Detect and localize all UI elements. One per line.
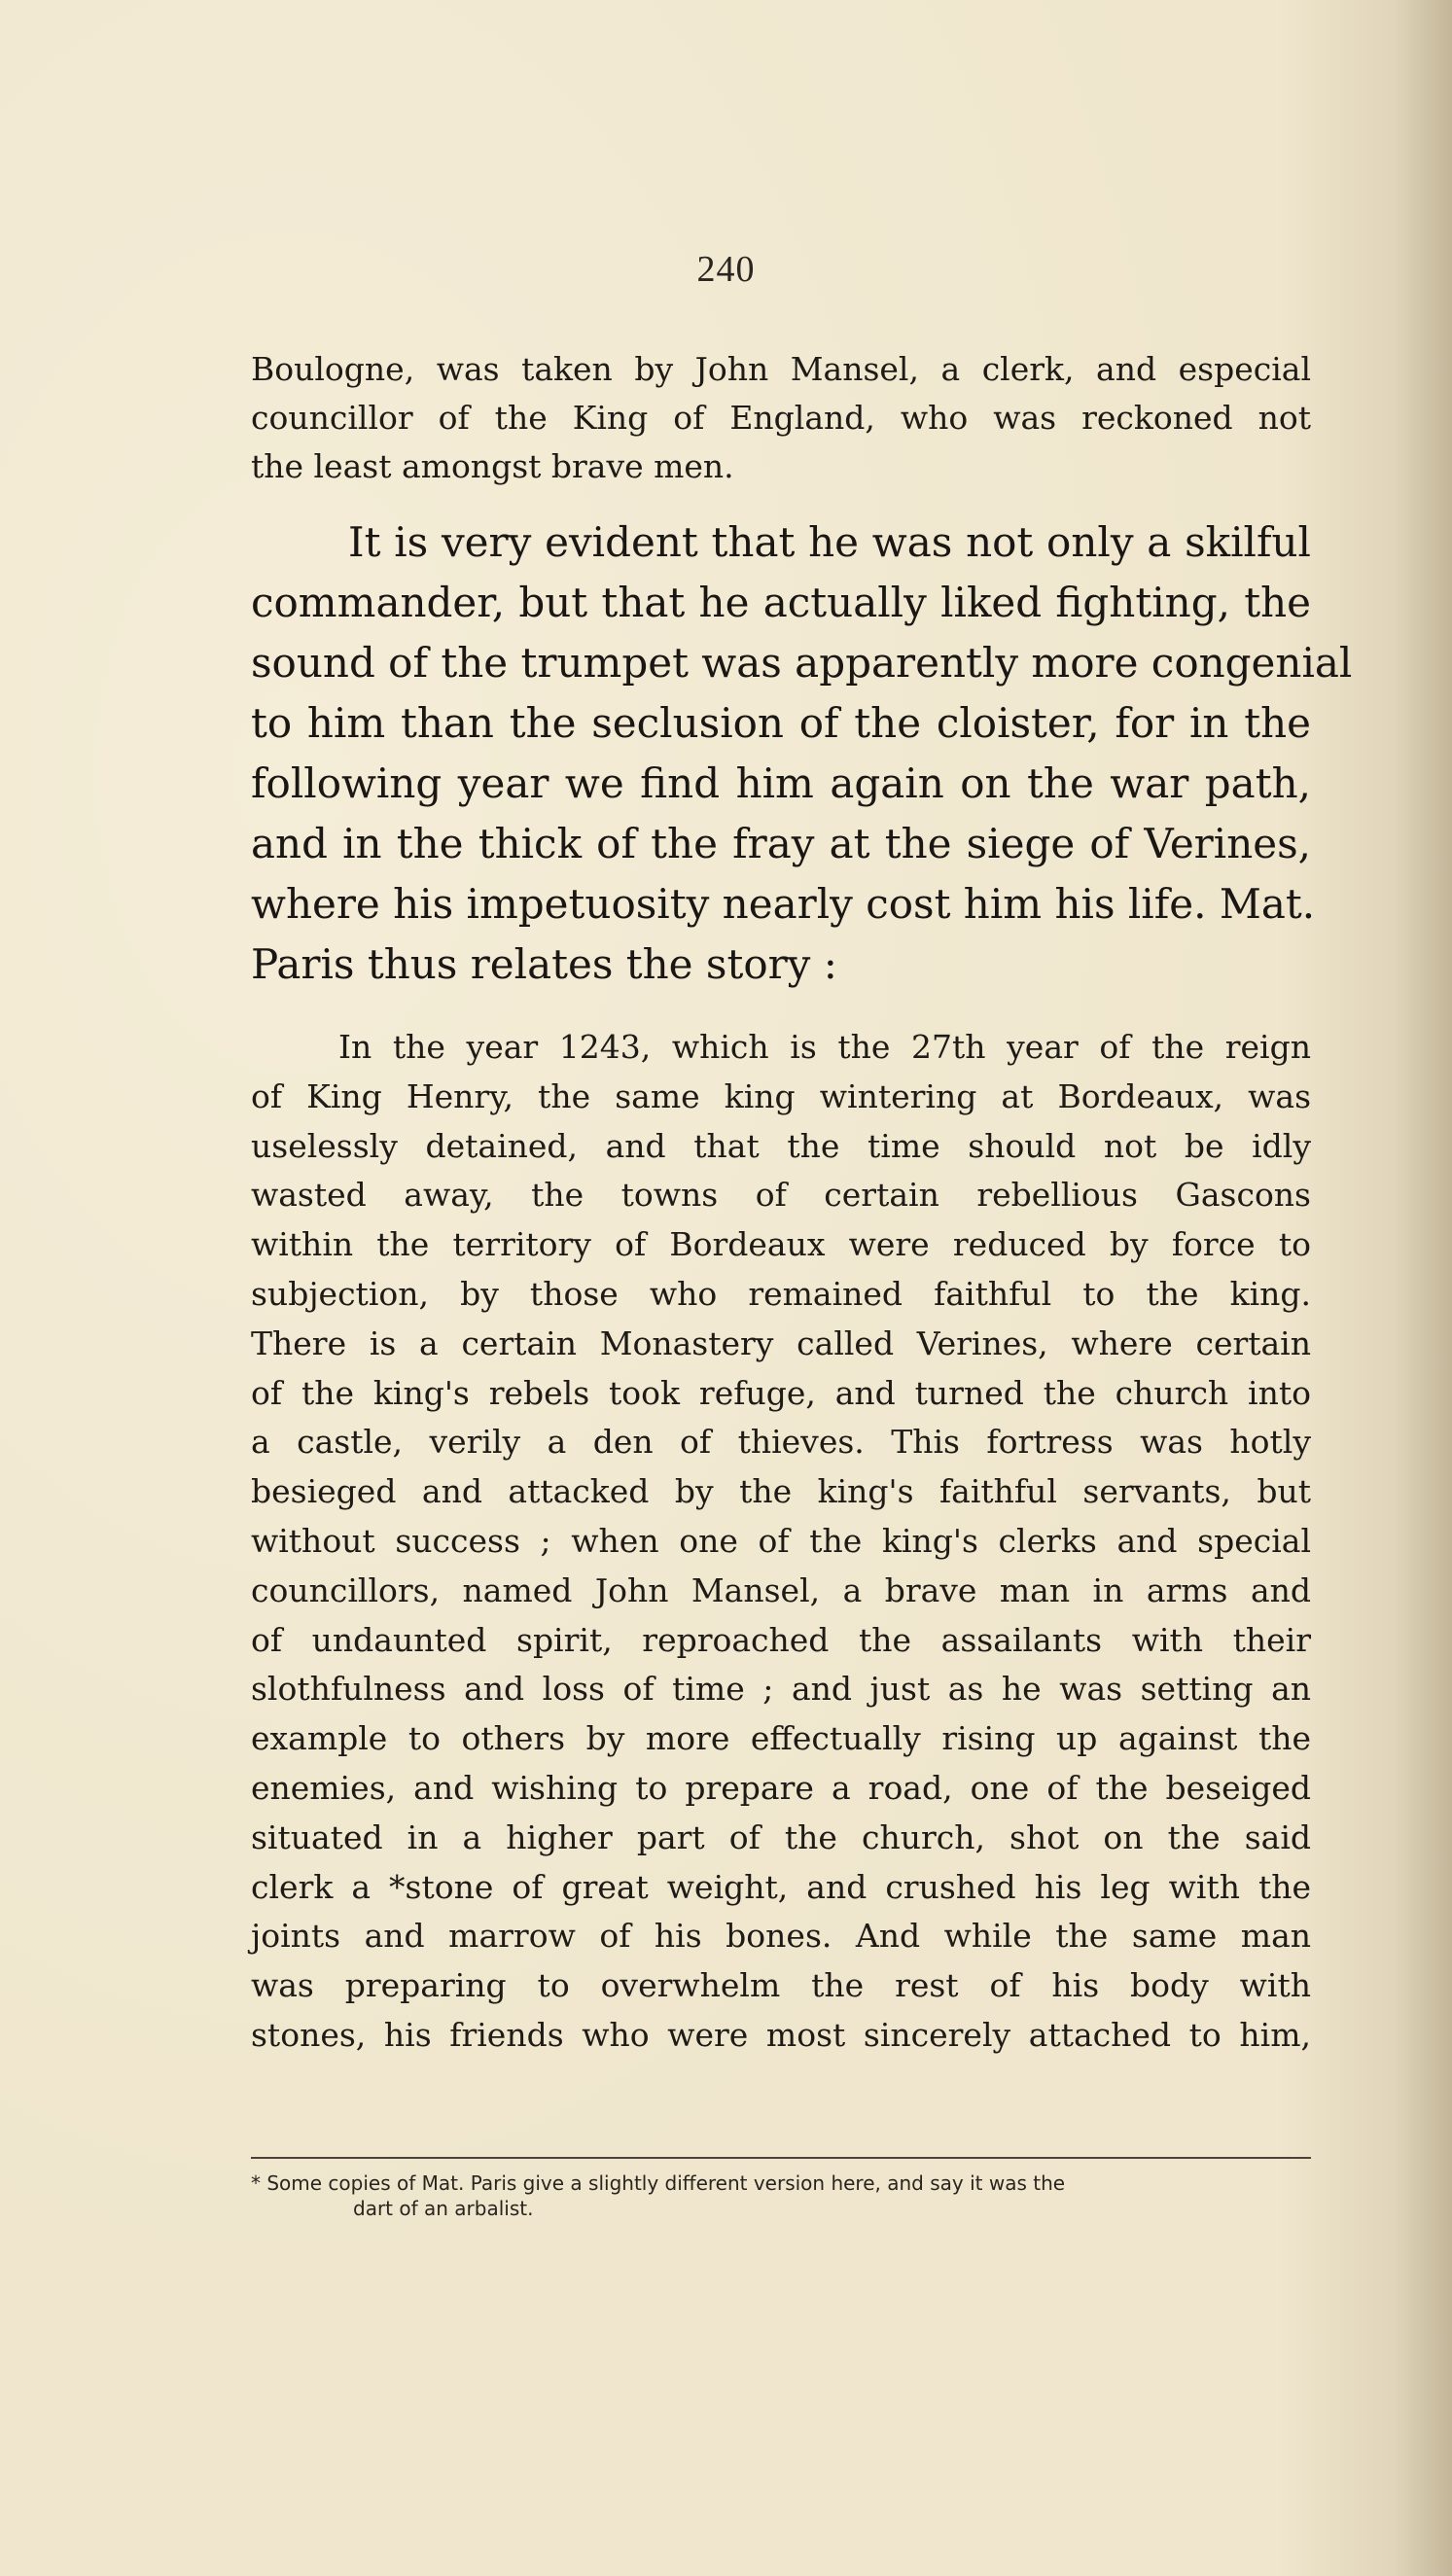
quotation-paragraph — [251, 1023, 1311, 2061]
text-line: councillors, named John Mansel, a brave man in arms and — [251, 1570, 1311, 1609]
text-line: without success ; when one of the king's clerks and special — [251, 1521, 1311, 1560]
text-line: Paris thus relates the story : — [251, 940, 837, 988]
text-line: to him than the seclusion of the cloister, for in the — [251, 699, 1311, 747]
footnote-divider — [251, 2157, 1311, 2159]
text-line: councillor of the King of England, who was reckoned not — [251, 399, 1311, 437]
main-paragraph — [251, 512, 1353, 995]
footnote-line: dart of an arbalist. — [353, 2197, 534, 2220]
text-line: commander, but that he actually liked fighting, the — [251, 579, 1311, 626]
text-line: sound of the trumpet was apparently more congenial — [251, 639, 1353, 687]
page-edge-shadow — [1394, 0, 1452, 2576]
text-line: example to others by more effectually rising up against the — [251, 1719, 1311, 1758]
text-line: stones, his friends who were most sincerely attached to him, — [251, 2015, 1311, 2054]
text-line: the least amongst brave men. — [251, 447, 734, 485]
text-line: uselessly detained, and that the time should not be idly — [251, 1126, 1311, 1165]
text-line: enemies, and wishing to prepare a road, one of the beseiged — [251, 1768, 1311, 1807]
text-line: clerk a *stone of great weight, and crushed his leg with the — [251, 1867, 1311, 1906]
text-line: of undaunted spirit, reproached the assailants with their — [251, 1620, 1311, 1659]
text-line: situated in a higher part of the church, shot on the said — [251, 1817, 1311, 1856]
text-line: There is a certain Monastery called Verines, where certain — [251, 1323, 1311, 1362]
text-line: Boulogne, was taken by John Mansel, a clerk, and especial — [251, 350, 1311, 388]
text-line: was preparing to overwhelm the rest of his body with — [251, 1966, 1311, 2005]
text-line: subjection, by those who remained faithful to the king. — [251, 1274, 1311, 1313]
text-line: besieged and attacked by the king's faithful servants, but — [251, 1472, 1311, 1511]
footnote — [251, 2170, 1311, 2221]
text-line: following year we find him again on the war path, — [251, 759, 1311, 807]
page-number: 240 — [696, 249, 756, 290]
intro-paragraph — [251, 345, 1311, 491]
text-line: of King Henry, the same king wintering at Bordeaux, was — [251, 1076, 1311, 1115]
text-line: of the king's rebels took refuge, and turned the church into — [251, 1373, 1311, 1412]
text-line: and in the thick of the fray at the siege of Verines, — [251, 820, 1311, 867]
footnote-line: * Some copies of Mat. Paris give a slightly different version here, and say it was the — [251, 2171, 1066, 2195]
text-line: slothfulness and loss of time ; and just as he was setting an — [251, 1670, 1311, 1709]
text-line: a castle, verily a den of thieves. This fortress was hotly — [251, 1423, 1311, 1462]
text-line: where his impetuosity nearly cost him his life. Mat. — [251, 880, 1316, 928]
text-line: joints and marrow of his bones. And while the same man — [251, 1917, 1311, 1956]
text-line: within the territory of Bordeaux were reduced by force to — [251, 1225, 1311, 1264]
text-line: In the year 1243, which is the 27th year of the reign — [338, 1028, 1311, 1066]
text-line: It is very evident that he was not only a skilful — [348, 518, 1311, 566]
text-line: wasted away, the towns of certain rebellious Gascons — [251, 1176, 1311, 1215]
